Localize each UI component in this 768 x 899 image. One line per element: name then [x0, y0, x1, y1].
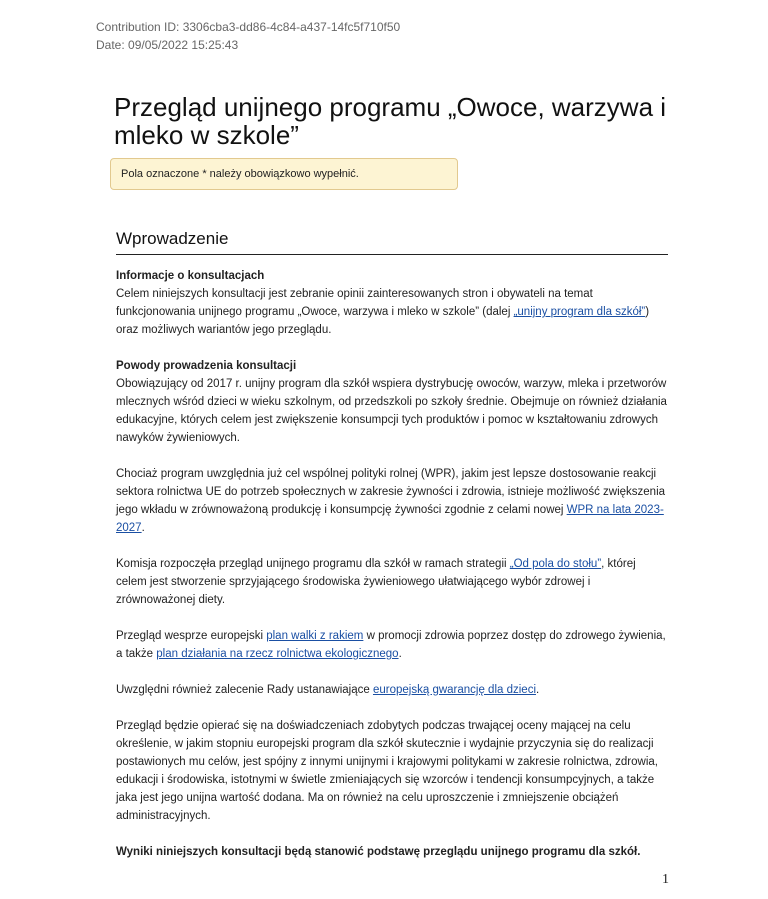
info-paragraph: Celem niniejszych konsultacji jest zebranie opinii zainteresowanych stron i obywateli na temat funkcjonowania unijnego programu „Owoce, warzywa i mleko w szkole” (dalej „unijny program dla szkół”) oraz możliwych wariantów jego przeglądu.	[116, 288, 650, 336]
reasons-paragraph-3: Komisja rozpoczęła przegląd unijnego programu dla szkół w ramach strategii „Od pola do stołu”, której celem jest stworzenie sprzyjającego środowiska żywieniowego ułatwiającego wybór zdrowej i zrównoważonej diety.	[116, 558, 636, 606]
reasons-paragraph-5: Uwzględni również zalecenie Rady ustanawiające europejską gwarancję dla dzieci.	[116, 684, 540, 696]
consultation-results-statement: Wyniki niniejszych konsultacji będą stanowić podstawę przeglądu unijnego programu dla szkół.	[116, 846, 641, 858]
required-fields-notice: Pola oznaczone * należy obowiązkowo wypełnić.	[110, 158, 458, 190]
introduction-content	[116, 267, 668, 861]
child-guarantee-link[interactable]: europejską gwarancję dla dzieci	[372, 684, 536, 696]
cap-2023-2027-link[interactable]: WPR na lata 2023-2027	[116, 504, 664, 534]
reasons-paragraph-6: Przegląd będzie opierać się na doświadczeniach zdobytych podczas trwającej oceny mającej na celu określenie, w jakim stopniu europejski program dla szkół skutecznie i wydajnie przyczynia się do realizacji postawionych mu celów, jest spójny z innymi unijnymi i krajowymi politykami w zakresie rolnictwa, zdrowia, edukacji i środowiska, istotnymi w świetle zmieniających się wzorców i tendencji konsumpcyjnych, a także jaka jest jego unijna wartość dodana. Ma on również na celu uproszczenie i zmniejszenie obciążeń administracyjnych.	[116, 720, 658, 822]
reasons-paragraph-1: Obowiązujący od 2017 r. unijny program dla szkół wspiera dystrybucję owoców, warzyw, mleka i przetworów mlecznych wśród dzieci w wieku szkolnym, od przedszkoli po szkoły średnie. Obejmuje on również działania edukacyjne, których celem jest zwiększenie konsumpcji tych produktów i pomoc w kształtowaniu zdrowych nawyków żywieniowych.	[116, 378, 667, 444]
reasons-paragraph-4: Przegląd wesprze europejski plan walki z rakiem w promocji zdrowia poprzez dostęp do zdrowego żywienia, a także plan działania na rzecz rolnictwa ekologicznego.	[116, 630, 666, 660]
reasons-paragraph-2: Chociaż program uwzględnia już cel wspólnej polityki rolnej (WPR), jakim jest lepsze dostosowanie reakcji sektora rolnictwa UE do potrzeb społecznych w zakresie żywności i zdrowia, istnieje możliwość zwiększenia jego wkładu w zrównoważoną produkcję i konsumpcję żywności zgodnie z celami nowej WPR na lata 2023-2027.	[116, 468, 666, 534]
info-heading: Informacje o konsultacjach	[116, 270, 265, 282]
school-scheme-link[interactable]: „unijny program dla szkół”	[513, 306, 646, 318]
farm-to-fork-link[interactable]: „Od pola do stołu”	[509, 558, 602, 570]
cancer-plan-link[interactable]: plan walki z rakiem	[266, 630, 364, 642]
reasons-heading: Powody prowadzenia konsultacji	[116, 360, 297, 372]
document-metadata	[96, 18, 400, 54]
section-title: Wprowadzenie	[116, 229, 668, 255]
contribution-id: Contribution ID: 3306cba3-dd86-4c84-a437-14fc5f710f50	[96, 20, 401, 34]
page-title: Przegląd unijnego programu „Owoce, warzywa i mleko w szkole”	[114, 92, 667, 150]
submission-date: Date: 09/05/2022 15:25:43	[96, 38, 239, 52]
page-number: 1	[662, 872, 669, 887]
organic-action-plan-link[interactable]: plan działania na rzecz rolnictwa ekologicznego	[156, 648, 399, 660]
